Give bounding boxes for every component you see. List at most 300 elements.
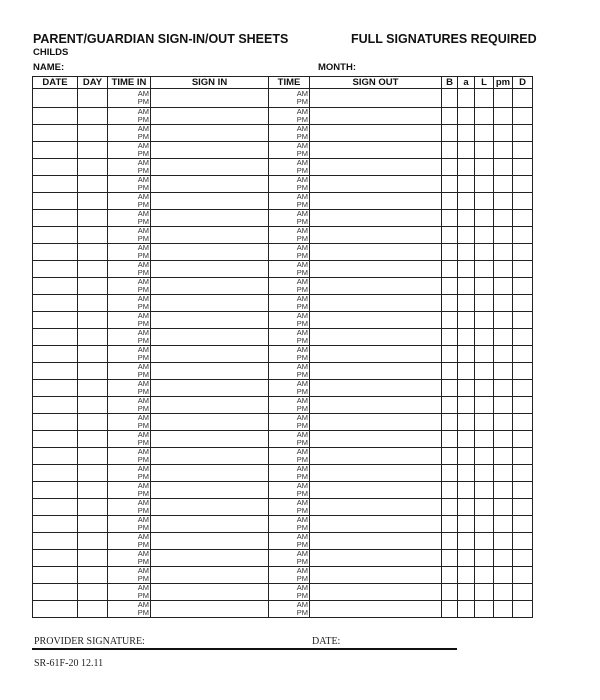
cell-l[interactable] — [475, 448, 494, 465]
cell-time-in[interactable] — [108, 125, 151, 142]
cell-b[interactable] — [442, 431, 458, 448]
cell-time-out[interactable] — [269, 244, 310, 261]
cell-time-in[interactable] — [108, 108, 151, 125]
cell-time-in[interactable] — [108, 499, 151, 516]
cell-date[interactable] — [33, 431, 78, 448]
cell-time-out[interactable] — [269, 584, 310, 601]
cell-sign-in[interactable] — [151, 312, 269, 329]
cell-date[interactable] — [33, 210, 78, 227]
cell-b[interactable] — [442, 414, 458, 431]
cell-l[interactable] — [475, 431, 494, 448]
cell-sign-out[interactable] — [310, 295, 442, 312]
cell-day[interactable] — [78, 295, 108, 312]
cell-a[interactable] — [458, 414, 475, 431]
cell-sign-in[interactable] — [151, 159, 269, 176]
cell-pm[interactable] — [494, 482, 513, 499]
cell-day[interactable] — [78, 89, 108, 108]
cell-sign-out[interactable] — [310, 227, 442, 244]
cell-b[interactable] — [442, 278, 458, 295]
cell-time-out[interactable] — [269, 550, 310, 567]
cell-d[interactable] — [513, 176, 533, 193]
cell-l[interactable] — [475, 499, 494, 516]
cell-pm[interactable] — [494, 499, 513, 516]
cell-d[interactable] — [513, 380, 533, 397]
cell-pm[interactable] — [494, 601, 513, 618]
cell-a[interactable] — [458, 312, 475, 329]
cell-d[interactable] — [513, 193, 533, 210]
cell-sign-in[interactable] — [151, 601, 269, 618]
cell-pm[interactable] — [494, 89, 513, 108]
cell-sign-out[interactable] — [310, 159, 442, 176]
cell-time-out[interactable] — [269, 210, 310, 227]
cell-sign-out[interactable] — [310, 380, 442, 397]
cell-sign-out[interactable] — [310, 414, 442, 431]
cell-pm[interactable] — [494, 397, 513, 414]
cell-sign-out[interactable] — [310, 363, 442, 380]
cell-date[interactable] — [33, 176, 78, 193]
cell-date[interactable] — [33, 329, 78, 346]
cell-pm[interactable] — [494, 278, 513, 295]
cell-time-out[interactable] — [269, 397, 310, 414]
cell-day[interactable] — [78, 567, 108, 584]
cell-pm[interactable] — [494, 176, 513, 193]
cell-sign-in[interactable] — [151, 125, 269, 142]
cell-d[interactable] — [513, 89, 533, 108]
cell-d[interactable] — [513, 584, 533, 601]
cell-date[interactable] — [33, 261, 78, 278]
cell-time-in[interactable] — [108, 278, 151, 295]
cell-date[interactable] — [33, 346, 78, 363]
cell-day[interactable] — [78, 363, 108, 380]
cell-time-in[interactable] — [108, 516, 151, 533]
cell-day[interactable] — [78, 448, 108, 465]
cell-day[interactable] — [78, 397, 108, 414]
cell-date[interactable] — [33, 312, 78, 329]
cell-time-in[interactable] — [108, 89, 151, 108]
cell-time-out[interactable] — [269, 227, 310, 244]
cell-date[interactable] — [33, 380, 78, 397]
cell-a[interactable] — [458, 108, 475, 125]
cell-sign-out[interactable] — [310, 89, 442, 108]
cell-day[interactable] — [78, 227, 108, 244]
cell-day[interactable] — [78, 431, 108, 448]
cell-b[interactable] — [442, 380, 458, 397]
cell-date[interactable] — [33, 448, 78, 465]
cell-l[interactable] — [475, 414, 494, 431]
cell-a[interactable] — [458, 482, 475, 499]
cell-d[interactable] — [513, 414, 533, 431]
cell-a[interactable] — [458, 584, 475, 601]
cell-a[interactable] — [458, 261, 475, 278]
cell-time-out[interactable] — [269, 329, 310, 346]
cell-b[interactable] — [442, 210, 458, 227]
cell-a[interactable] — [458, 142, 475, 159]
cell-b[interactable] — [442, 89, 458, 108]
cell-day[interactable] — [78, 210, 108, 227]
cell-date[interactable] — [33, 159, 78, 176]
cell-b[interactable] — [442, 159, 458, 176]
cell-sign-out[interactable] — [310, 465, 442, 482]
cell-date[interactable] — [33, 142, 78, 159]
cell-d[interactable] — [513, 210, 533, 227]
cell-time-in[interactable] — [108, 533, 151, 550]
cell-time-in[interactable] — [108, 584, 151, 601]
cell-b[interactable] — [442, 465, 458, 482]
cell-pm[interactable] — [494, 142, 513, 159]
cell-time-in[interactable] — [108, 431, 151, 448]
cell-d[interactable] — [513, 465, 533, 482]
cell-date[interactable] — [33, 363, 78, 380]
cell-pm[interactable] — [494, 414, 513, 431]
cell-date[interactable] — [33, 601, 78, 618]
cell-sign-out[interactable] — [310, 312, 442, 329]
cell-l[interactable] — [475, 516, 494, 533]
cell-sign-out[interactable] — [310, 125, 442, 142]
cell-sign-in[interactable] — [151, 516, 269, 533]
cell-sign-in[interactable] — [151, 142, 269, 159]
cell-l[interactable] — [475, 89, 494, 108]
cell-d[interactable] — [513, 346, 533, 363]
cell-d[interactable] — [513, 567, 533, 584]
cell-day[interactable] — [78, 193, 108, 210]
cell-date[interactable] — [33, 227, 78, 244]
cell-b[interactable] — [442, 499, 458, 516]
cell-sign-out[interactable] — [310, 601, 442, 618]
cell-b[interactable] — [442, 397, 458, 414]
cell-sign-out[interactable] — [310, 431, 442, 448]
cell-time-out[interactable] — [269, 295, 310, 312]
cell-d[interactable] — [513, 329, 533, 346]
cell-d[interactable] — [513, 550, 533, 567]
cell-sign-in[interactable] — [151, 431, 269, 448]
cell-time-in[interactable] — [108, 261, 151, 278]
cell-pm[interactable] — [494, 108, 513, 125]
cell-sign-in[interactable] — [151, 244, 269, 261]
cell-date[interactable] — [33, 516, 78, 533]
cell-pm[interactable] — [494, 533, 513, 550]
cell-b[interactable] — [442, 533, 458, 550]
cell-time-out[interactable] — [269, 312, 310, 329]
cell-sign-in[interactable] — [151, 397, 269, 414]
cell-d[interactable] — [513, 142, 533, 159]
cell-b[interactable] — [442, 448, 458, 465]
cell-d[interactable] — [513, 125, 533, 142]
cell-time-in[interactable] — [108, 329, 151, 346]
cell-sign-in[interactable] — [151, 261, 269, 278]
cell-b[interactable] — [442, 363, 458, 380]
cell-sign-in[interactable] — [151, 108, 269, 125]
cell-a[interactable] — [458, 516, 475, 533]
cell-time-in[interactable] — [108, 295, 151, 312]
cell-time-in[interactable] — [108, 244, 151, 261]
cell-sign-in[interactable] — [151, 278, 269, 295]
cell-time-out[interactable] — [269, 499, 310, 516]
cell-sign-in[interactable] — [151, 295, 269, 312]
cell-l[interactable] — [475, 142, 494, 159]
cell-pm[interactable] — [494, 567, 513, 584]
cell-a[interactable] — [458, 159, 475, 176]
cell-sign-in[interactable] — [151, 499, 269, 516]
cell-time-out[interactable] — [269, 363, 310, 380]
cell-pm[interactable] — [494, 210, 513, 227]
cell-a[interactable] — [458, 227, 475, 244]
cell-sign-out[interactable] — [310, 193, 442, 210]
cell-l[interactable] — [475, 533, 494, 550]
cell-sign-out[interactable] — [310, 244, 442, 261]
cell-sign-out[interactable] — [310, 516, 442, 533]
cell-time-out[interactable] — [269, 176, 310, 193]
cell-time-out[interactable] — [269, 278, 310, 295]
cell-a[interactable] — [458, 397, 475, 414]
cell-b[interactable] — [442, 516, 458, 533]
cell-time-in[interactable] — [108, 601, 151, 618]
cell-d[interactable] — [513, 261, 533, 278]
cell-b[interactable] — [442, 227, 458, 244]
cell-sign-in[interactable] — [151, 550, 269, 567]
cell-time-in[interactable] — [108, 346, 151, 363]
cell-b[interactable] — [442, 329, 458, 346]
cell-time-in[interactable] — [108, 312, 151, 329]
cell-time-in[interactable] — [108, 397, 151, 414]
cell-sign-out[interactable] — [310, 584, 442, 601]
cell-sign-out[interactable] — [310, 329, 442, 346]
cell-time-out[interactable] — [269, 431, 310, 448]
cell-l[interactable] — [475, 550, 494, 567]
cell-b[interactable] — [442, 176, 458, 193]
cell-day[interactable] — [78, 601, 108, 618]
cell-day[interactable] — [78, 465, 108, 482]
cell-b[interactable] — [442, 346, 458, 363]
cell-time-out[interactable] — [269, 533, 310, 550]
cell-time-in[interactable] — [108, 550, 151, 567]
cell-sign-in[interactable] — [151, 380, 269, 397]
cell-b[interactable] — [442, 108, 458, 125]
cell-sign-out[interactable] — [310, 346, 442, 363]
cell-l[interactable] — [475, 108, 494, 125]
cell-day[interactable] — [78, 550, 108, 567]
cell-pm[interactable] — [494, 431, 513, 448]
signature-line[interactable] — [32, 648, 457, 650]
cell-date[interactable] — [33, 567, 78, 584]
cell-time-in[interactable] — [108, 567, 151, 584]
cell-sign-out[interactable] — [310, 278, 442, 295]
cell-l[interactable] — [475, 465, 494, 482]
cell-sign-out[interactable] — [310, 482, 442, 499]
cell-l[interactable] — [475, 567, 494, 584]
cell-time-out[interactable] — [269, 516, 310, 533]
cell-pm[interactable] — [494, 516, 513, 533]
cell-time-in[interactable] — [108, 142, 151, 159]
cell-time-in[interactable] — [108, 465, 151, 482]
cell-sign-in[interactable] — [151, 210, 269, 227]
cell-sign-in[interactable] — [151, 176, 269, 193]
cell-b[interactable] — [442, 125, 458, 142]
cell-pm[interactable] — [494, 125, 513, 142]
cell-a[interactable] — [458, 244, 475, 261]
cell-day[interactable] — [78, 312, 108, 329]
cell-time-in[interactable] — [108, 414, 151, 431]
cell-pm[interactable] — [494, 159, 513, 176]
cell-date[interactable] — [33, 108, 78, 125]
cell-sign-out[interactable] — [310, 533, 442, 550]
cell-day[interactable] — [78, 584, 108, 601]
cell-a[interactable] — [458, 329, 475, 346]
cell-a[interactable] — [458, 210, 475, 227]
cell-b[interactable] — [442, 244, 458, 261]
cell-time-out[interactable] — [269, 482, 310, 499]
cell-b[interactable] — [442, 312, 458, 329]
cell-day[interactable] — [78, 125, 108, 142]
cell-d[interactable] — [513, 227, 533, 244]
cell-b[interactable] — [442, 142, 458, 159]
cell-day[interactable] — [78, 159, 108, 176]
cell-sign-out[interactable] — [310, 108, 442, 125]
cell-l[interactable] — [475, 193, 494, 210]
cell-day[interactable] — [78, 329, 108, 346]
cell-b[interactable] — [442, 482, 458, 499]
cell-sign-out[interactable] — [310, 499, 442, 516]
cell-a[interactable] — [458, 176, 475, 193]
cell-b[interactable] — [442, 601, 458, 618]
cell-date[interactable] — [33, 482, 78, 499]
cell-time-in[interactable] — [108, 176, 151, 193]
cell-l[interactable] — [475, 278, 494, 295]
cell-a[interactable] — [458, 278, 475, 295]
cell-time-in[interactable] — [108, 193, 151, 210]
cell-time-out[interactable] — [269, 346, 310, 363]
cell-sign-in[interactable] — [151, 584, 269, 601]
cell-d[interactable] — [513, 431, 533, 448]
cell-date[interactable] — [33, 465, 78, 482]
cell-day[interactable] — [78, 278, 108, 295]
cell-d[interactable] — [513, 363, 533, 380]
cell-day[interactable] — [78, 499, 108, 516]
cell-a[interactable] — [458, 89, 475, 108]
cell-time-out[interactable] — [269, 125, 310, 142]
cell-day[interactable] — [78, 516, 108, 533]
cell-pm[interactable] — [494, 584, 513, 601]
cell-pm[interactable] — [494, 244, 513, 261]
cell-a[interactable] — [458, 465, 475, 482]
cell-d[interactable] — [513, 533, 533, 550]
cell-b[interactable] — [442, 295, 458, 312]
cell-day[interactable] — [78, 482, 108, 499]
cell-a[interactable] — [458, 431, 475, 448]
cell-date[interactable] — [33, 244, 78, 261]
cell-sign-in[interactable] — [151, 89, 269, 108]
cell-time-out[interactable] — [269, 108, 310, 125]
cell-pm[interactable] — [494, 380, 513, 397]
cell-pm[interactable] — [494, 346, 513, 363]
cell-l[interactable] — [475, 125, 494, 142]
cell-l[interactable] — [475, 159, 494, 176]
cell-b[interactable] — [442, 567, 458, 584]
cell-a[interactable] — [458, 125, 475, 142]
cell-d[interactable] — [513, 312, 533, 329]
cell-pm[interactable] — [494, 227, 513, 244]
cell-pm[interactable] — [494, 448, 513, 465]
cell-sign-out[interactable] — [310, 567, 442, 584]
cell-time-in[interactable] — [108, 448, 151, 465]
cell-time-out[interactable] — [269, 89, 310, 108]
cell-b[interactable] — [442, 193, 458, 210]
cell-a[interactable] — [458, 380, 475, 397]
cell-a[interactable] — [458, 550, 475, 567]
cell-day[interactable] — [78, 380, 108, 397]
cell-l[interactable] — [475, 363, 494, 380]
cell-d[interactable] — [513, 516, 533, 533]
cell-l[interactable] — [475, 329, 494, 346]
cell-d[interactable] — [513, 482, 533, 499]
cell-pm[interactable] — [494, 363, 513, 380]
cell-time-out[interactable] — [269, 601, 310, 618]
cell-date[interactable] — [33, 584, 78, 601]
cell-sign-in[interactable] — [151, 533, 269, 550]
cell-time-in[interactable] — [108, 210, 151, 227]
cell-date[interactable] — [33, 278, 78, 295]
cell-time-out[interactable] — [269, 261, 310, 278]
cell-l[interactable] — [475, 482, 494, 499]
cell-pm[interactable] — [494, 261, 513, 278]
cell-sign-out[interactable] — [310, 550, 442, 567]
cell-l[interactable] — [475, 601, 494, 618]
cell-time-out[interactable] — [269, 567, 310, 584]
cell-day[interactable] — [78, 346, 108, 363]
cell-l[interactable] — [475, 210, 494, 227]
cell-b[interactable] — [442, 261, 458, 278]
cell-sign-in[interactable] — [151, 465, 269, 482]
cell-date[interactable] — [33, 550, 78, 567]
cell-pm[interactable] — [494, 550, 513, 567]
cell-time-in[interactable] — [108, 363, 151, 380]
cell-a[interactable] — [458, 499, 475, 516]
cell-time-in[interactable] — [108, 380, 151, 397]
cell-sign-in[interactable] — [151, 448, 269, 465]
cell-a[interactable] — [458, 448, 475, 465]
cell-sign-in[interactable] — [151, 329, 269, 346]
cell-day[interactable] — [78, 176, 108, 193]
cell-sign-out[interactable] — [310, 261, 442, 278]
cell-sign-out[interactable] — [310, 142, 442, 159]
cell-sign-in[interactable] — [151, 227, 269, 244]
cell-l[interactable] — [475, 312, 494, 329]
cell-b[interactable] — [442, 550, 458, 567]
cell-d[interactable] — [513, 499, 533, 516]
cell-sign-in[interactable] — [151, 414, 269, 431]
cell-day[interactable] — [78, 244, 108, 261]
cell-time-in[interactable] — [108, 159, 151, 176]
cell-sign-in[interactable] — [151, 567, 269, 584]
cell-day[interactable] — [78, 142, 108, 159]
cell-time-out[interactable] — [269, 448, 310, 465]
cell-day[interactable] — [78, 533, 108, 550]
cell-sign-out[interactable] — [310, 397, 442, 414]
cell-date[interactable] — [33, 533, 78, 550]
cell-d[interactable] — [513, 295, 533, 312]
cell-date[interactable] — [33, 89, 78, 108]
cell-sign-in[interactable] — [151, 482, 269, 499]
cell-time-out[interactable] — [269, 193, 310, 210]
cell-date[interactable] — [33, 125, 78, 142]
cell-time-out[interactable] — [269, 465, 310, 482]
cell-time-out[interactable] — [269, 380, 310, 397]
cell-pm[interactable] — [494, 312, 513, 329]
cell-a[interactable] — [458, 295, 475, 312]
cell-d[interactable] — [513, 601, 533, 618]
cell-date[interactable] — [33, 193, 78, 210]
cell-d[interactable] — [513, 108, 533, 125]
cell-sign-out[interactable] — [310, 210, 442, 227]
